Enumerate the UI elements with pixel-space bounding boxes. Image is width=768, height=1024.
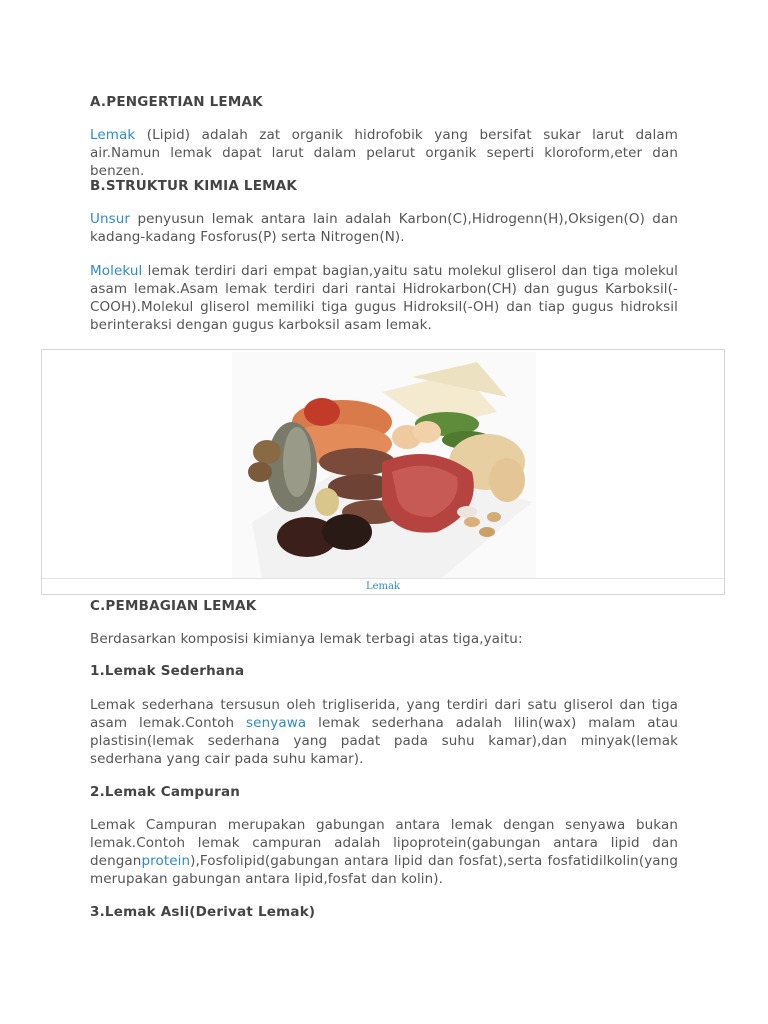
subsection-2-text-a: Lemak Campuran merupakan gabungan antara lemak dengan senyawa bukan lemak.Contoh lemak campuran adalah lipoprotein(gabungan antara lipid dan dengan [90, 817, 678, 869]
food-image [232, 352, 536, 578]
section-b-title: B.STRUKTUR KIMIA LEMAK [90, 178, 298, 194]
section-b-paragraph-2 [90, 262, 678, 334]
subsection-1-text-a: Lemak sederhana tersusun oleh trigliserida, yang terdiri dari satu gliserol dan tiga asam lemak.Contoh [90, 697, 678, 731]
caption-bar [42, 578, 724, 596]
section-a-title: A.PENGERTIAN LEMAK [90, 94, 263, 110]
section-b-paragraph-1 [90, 210, 678, 246]
section-c-intro: Berdasarkan komposisi kimianya lemak terbagi atas tiga,yaitu: [90, 631, 523, 647]
section-b1-text: penyusun lemak antara lain adalah Karbon(C),Hidrogenn(H),Oksigen(O) dan kadang-kadang Fosforus(P) serta Nitrogen(N). [90, 211, 678, 245]
section-a-text: (Lipid) adalah zat organik hidrofobik yang bersifat sukar larut dalam air.Namun lemak dapat larut dalam pelarut organik seperti kloroform,eter dan benzen. [90, 127, 678, 179]
section-b2-text: lemak terdiri dari empat bagian,yaitu satu molekul gliserol dan tiga molekul asam lemak.Asam lemak terdiri dari rantai Hidrokarbon(CH) dan gugus Karboksil(-COOH).Molekul gliserol memiliki tiga gugus Hidroksil(-OH) dan tiap gugus hidroksil berinteraksi dengan gugus karboksil asam lemak. [90, 263, 678, 333]
figure-lemak [41, 349, 725, 595]
subsection-2-text-b: ),Fosfolipid(gabungan antara lipid dan fosfat),serta fosfatidilkolin(yang merupakan gabungan antara lipid,fosfat dan kolin). [90, 853, 678, 887]
link-unsur[interactable]: Unsur [90, 211, 131, 227]
link-protein[interactable]: protein [141, 853, 191, 869]
subsection-1-paragraph [90, 696, 678, 768]
subsection-1-title: 1.Lemak Sederhana [90, 663, 245, 679]
subsection-3-title: 3.Lemak Asli(Derivat Lemak) [90, 904, 316, 920]
section-a-paragraph [90, 126, 678, 180]
link-lemak[interactable]: Lemak [90, 127, 136, 143]
subsection-2-title: 2.Lemak Campuran [90, 784, 241, 800]
subsection-1-text-b: lemak sederhana adalah lilin(wax) malam atau plastisin(lemak sederhana yang padat pada suhu kamar),dan minyak(lemak sederhana yang cair pada suhu kamar). [90, 715, 678, 767]
section-c-title: C.PEMBAGIAN LEMAK [90, 598, 257, 614]
link-senyawa[interactable]: senyawa [246, 715, 307, 731]
figure-caption[interactable]: Lemak [365, 581, 401, 592]
subsection-2-paragraph [90, 816, 678, 888]
link-molekul[interactable]: Molekul [90, 263, 143, 279]
